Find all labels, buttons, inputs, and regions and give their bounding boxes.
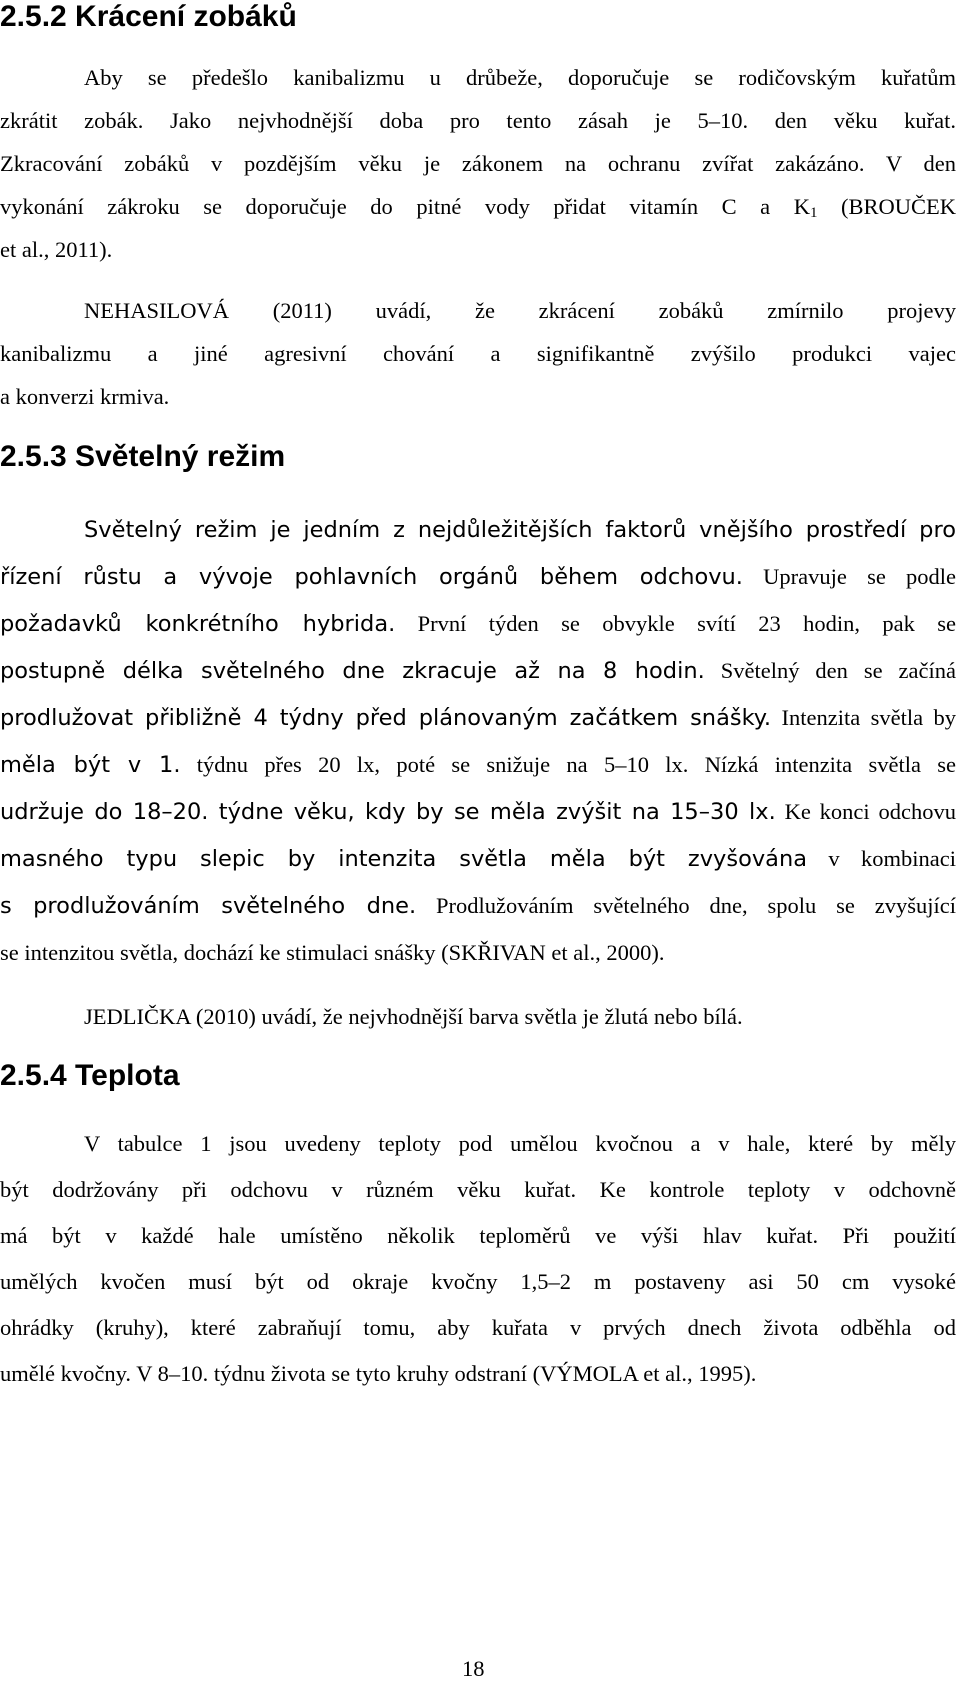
text-line bbox=[84, 516, 956, 544]
text-fragment: týdnu přes 20 lx, poté se snižuje na 5–10 lx. Nízká intenzita světla se bbox=[180, 752, 956, 777]
text-fragment: měla být v 1. bbox=[0, 752, 181, 778]
text-line bbox=[0, 610, 956, 638]
text-fragment: postupně délka světelného dne zkracuje až na 8 hodin. bbox=[0, 658, 705, 684]
text-fragment: masného typu slepic by intenzita světla měla být zvyšována bbox=[0, 846, 807, 872]
text-fragment: prodlužovat přibližně 4 týdny před plánovaným začátkem snášky. bbox=[0, 705, 772, 731]
text-line: JEDLIČKA (2010) uvádí, že nejvhodnější barva světla je žlutá nebo bílá. bbox=[84, 1004, 743, 1029]
text-fragment: vykonání zákroku se doporučuje do pitné vody přidat vitamín C a K bbox=[0, 194, 810, 219]
text-fragment: Světelný režim je jedním z nejdůležitějších faktorů vnějšího prostředí pro bbox=[84, 517, 956, 543]
text-line bbox=[0, 751, 956, 779]
text-line: a konverzi krmiva. bbox=[0, 384, 170, 409]
text-fragment: (BROUČEK bbox=[817, 194, 956, 219]
text-line: Aby se předešlo kanibalizmu u drůbeže, doporučuje se rodičovským kuřatům bbox=[84, 65, 956, 90]
text-fragment: požadavků konkrétního hybrida. bbox=[0, 611, 396, 637]
text-line bbox=[0, 798, 956, 826]
text-fragment: První týden se obvykle svítí 23 hodin, pak se bbox=[395, 611, 956, 636]
text-line bbox=[0, 892, 956, 920]
text-line bbox=[0, 563, 956, 591]
text-line: et al., 2011). bbox=[0, 237, 113, 262]
text-fragment: s prodlužováním světelného dne. bbox=[0, 893, 417, 919]
text-fragment: Prodlužováním světelného dne, spolu se zvyšující bbox=[416, 893, 956, 918]
text-fragment: Upravuje se podle bbox=[742, 564, 956, 589]
text-line bbox=[0, 657, 956, 685]
heading-2-5-2: 2.5.2 Krácení zobáků bbox=[0, 0, 297, 33]
text-line: V tabulce 1 jsou uvedeny teploty pod umělou kvočnou a v hale, které by měly bbox=[84, 1131, 956, 1156]
text-fragment: Intenzita světla by bbox=[771, 705, 956, 730]
text-fragment: Světelný den se začíná bbox=[704, 658, 956, 683]
text-line: Zkracování zobáků v pozdějším věku je zákonem na ochranu zvířat zakázáno. V den bbox=[0, 151, 956, 176]
text-fragment: udržuje do 18–20. týdne věku, kdy by se měla zvýšit na 15–30 lx. bbox=[0, 799, 776, 825]
text-line: kanibalizmu a jiné agresivní chování a signifikantně zvýšilo produkci vajec bbox=[0, 341, 956, 366]
text-fragment: v kombinaci bbox=[807, 846, 956, 871]
text-line: NEHASILOVÁ (2011) uvádí, že zkrácení zobáků zmírnilo projevy bbox=[84, 298, 956, 323]
text-line bbox=[0, 845, 956, 873]
text-line: má být v každé hale umístěno několik teploměrů ve výši hlav kuřat. Při použití bbox=[0, 1223, 956, 1248]
heading-2-5-4: 2.5.4 Teplota bbox=[0, 1059, 180, 1092]
text-fragment: Ke konci odchovu bbox=[775, 799, 956, 824]
text-line: se intenzitou světla, dochází ke stimulaci snášky (SKŘIVAN et al., 2000). bbox=[0, 940, 665, 965]
text-line bbox=[0, 193, 956, 221]
text-line: umělé kvočny. V 8–10. týdnu života se tyto kruhy odstraní (VÝMOLA et al., 1995). bbox=[0, 1361, 757, 1386]
text-line: zkrátit zobák. Jako nejvhodnější doba pro tento zásah je 5–10. den věku kuřat. bbox=[0, 108, 956, 133]
text-line: umělých kvočen musí být od okraje kvočny 1,5–2 m postaveny asi 50 cm vysoké bbox=[0, 1269, 956, 1294]
subscript: 1 bbox=[809, 205, 818, 221]
text-line bbox=[0, 704, 956, 732]
text-line: být dodržovány při odchovu v různém věku kuřat. Ke kontrole teploty v odchovně bbox=[0, 1177, 956, 1202]
page-number: 18 bbox=[462, 1656, 485, 1681]
heading-2-5-3: 2.5.3 Světelný režim bbox=[0, 440, 286, 473]
text-line: ohrádky (kruhy), které zabraňují tomu, aby kuřata v prvých dnech života odběhla od bbox=[0, 1315, 956, 1340]
text-fragment: řízení růstu a vývoje pohlavních orgánů během odchovu. bbox=[0, 564, 743, 590]
